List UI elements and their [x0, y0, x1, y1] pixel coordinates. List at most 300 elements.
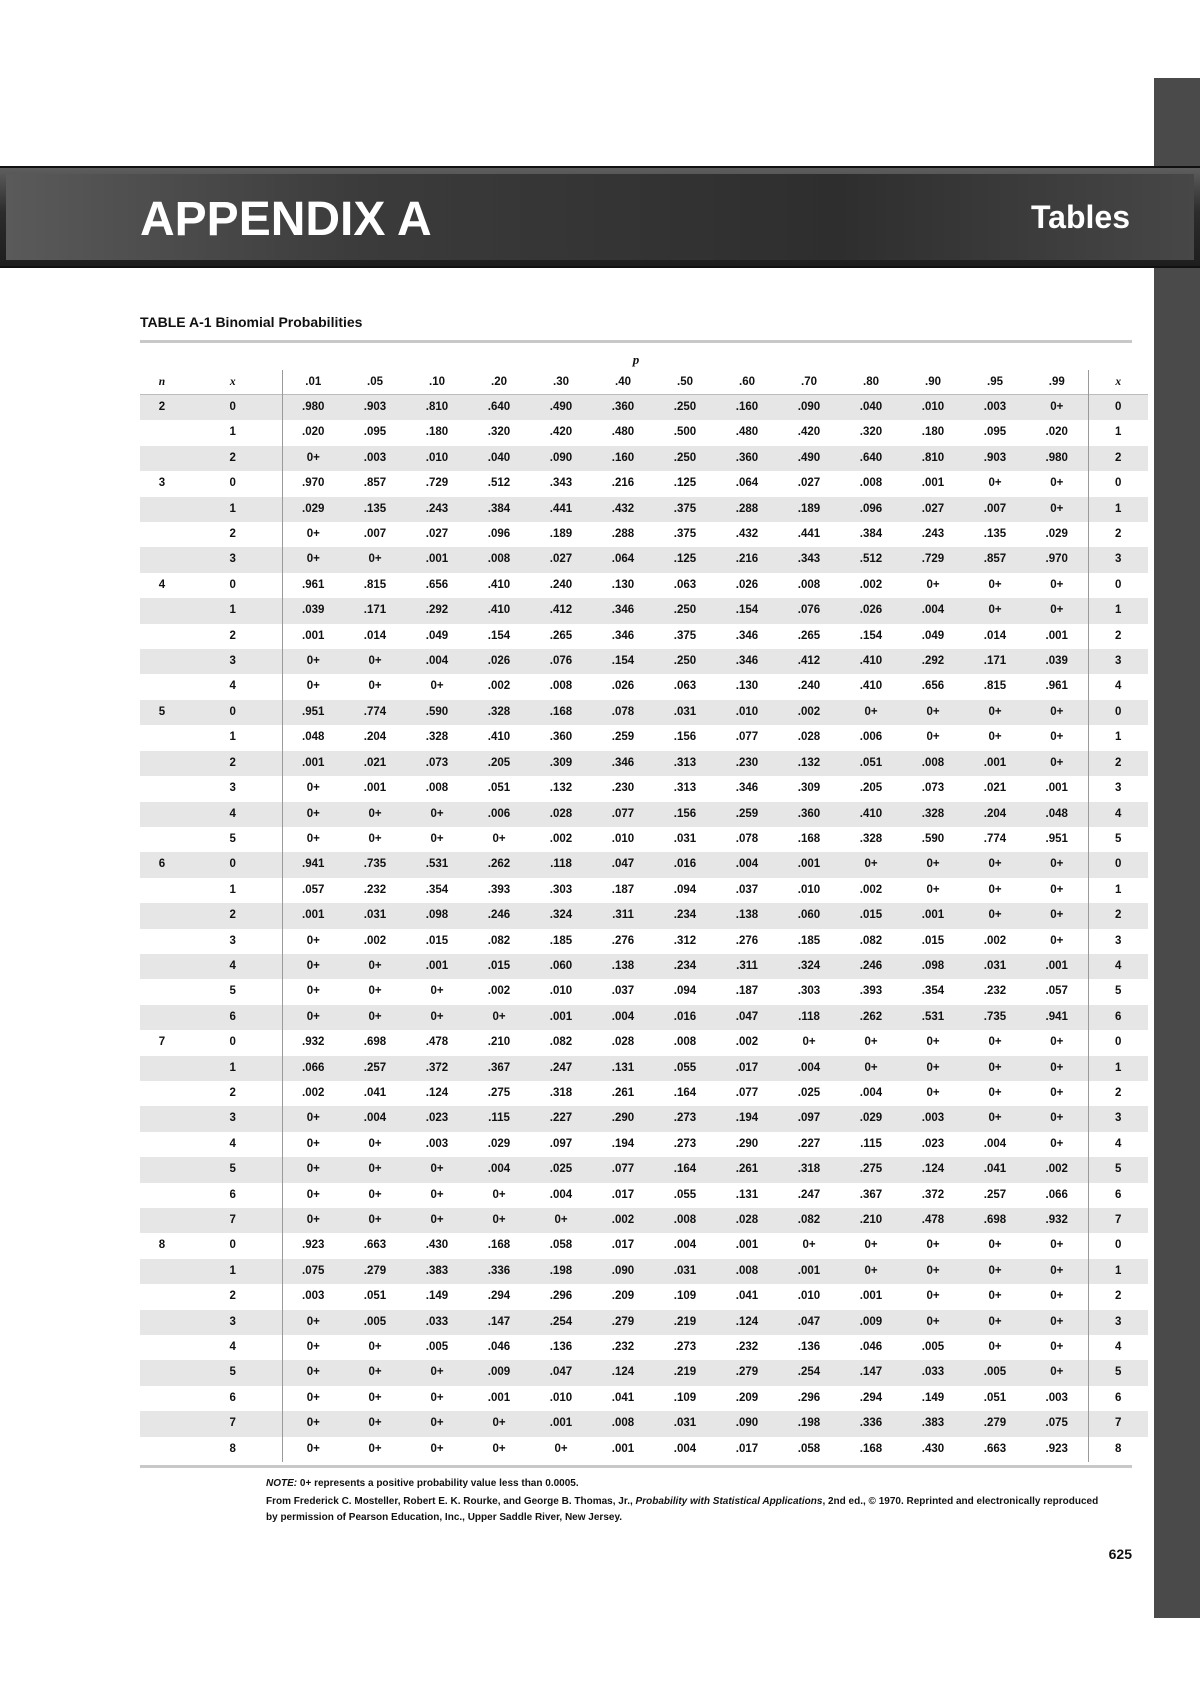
cell-probability: .001	[487, 1391, 511, 1404]
cell-probability: .051	[487, 782, 511, 795]
cell-probability: .015	[425, 934, 449, 947]
cell-probability: .001	[549, 1010, 573, 1023]
cell-probability: .432	[735, 528, 759, 541]
cell-probability: .047	[797, 1315, 821, 1328]
cell-probability: 0+	[430, 807, 444, 820]
table-row	[140, 802, 1148, 827]
cell-probability: .058	[549, 1239, 573, 1252]
cell-x: 3	[1088, 1310, 1148, 1335]
cell-probability: 0+	[988, 1341, 1002, 1354]
cell-probability: 0+	[282, 1132, 344, 1157]
cell-probability: .318	[797, 1163, 821, 1176]
cell-probability: .198	[797, 1417, 821, 1430]
cell-probability: .478	[921, 1214, 945, 1226]
cell-n	[140, 446, 184, 471]
cell-probability: .046	[859, 1341, 883, 1354]
cell-probability: .005	[983, 1366, 1007, 1379]
cell-n	[140, 1132, 184, 1157]
cell-n	[140, 1437, 184, 1462]
cell-probability: 0+	[368, 1163, 382, 1176]
cell-probability: .210	[859, 1214, 883, 1226]
cell-x: 4	[229, 1137, 236, 1150]
table-bottom-rule	[140, 1465, 1132, 1468]
cell-probability: 0+	[282, 954, 344, 979]
cell-x: 8	[1088, 1437, 1148, 1462]
cell-probability: .047	[611, 858, 635, 871]
cell-probability: .246	[859, 959, 883, 972]
cell-probability: .324	[797, 959, 821, 972]
cell-x: 2	[1088, 624, 1148, 649]
cell-probability: .001	[363, 782, 387, 795]
cell-probability: .017	[611, 1188, 635, 1201]
cell-probability: 0+	[1050, 1264, 1064, 1277]
cell-x: 5	[229, 1366, 236, 1379]
column-header-p: .80	[863, 376, 879, 388]
cell-probability: 0+	[430, 985, 444, 998]
cell-probability: .063	[673, 578, 697, 591]
cell-probability: 0+	[988, 1112, 1002, 1125]
cell-probability: .010	[735, 705, 759, 718]
table-row	[140, 598, 1148, 623]
cell-probability: .031	[673, 1417, 697, 1430]
cell-x: 7	[1088, 1411, 1148, 1436]
cell-probability: .095	[363, 426, 387, 439]
cell-probability: .055	[673, 1061, 697, 1074]
column-header-x: x	[1088, 370, 1148, 395]
cell-probability: .002	[797, 705, 821, 718]
cell-n	[140, 547, 184, 572]
cell-probability: 0+	[1050, 705, 1064, 718]
cell-probability: .185	[549, 934, 573, 947]
cell-probability: .001	[735, 1239, 759, 1252]
cell-probability: .073	[921, 782, 945, 795]
cell-probability: 0+	[802, 1036, 816, 1049]
cell-probability: 0+	[988, 883, 1002, 896]
cell-probability: .313	[673, 782, 697, 795]
cell-x: 4	[1088, 674, 1148, 699]
cell-probability: .136	[797, 1341, 821, 1354]
cell-probability: .008	[487, 553, 511, 566]
cell-probability: .265	[797, 629, 821, 642]
cell-probability: .774	[983, 832, 1007, 845]
cell-probability: 0+	[988, 1036, 1002, 1049]
cell-probability: .970	[282, 471, 344, 496]
cell-probability: .230	[735, 756, 759, 769]
cell-probability: .243	[921, 528, 945, 541]
cell-probability: .003	[1045, 1391, 1068, 1404]
cell-probability: .001	[282, 903, 344, 928]
cell-probability: .923	[1045, 1442, 1068, 1455]
cell-x: 4	[1088, 802, 1148, 827]
cell-probability: .008	[797, 578, 821, 591]
cell-probability: 0+	[988, 1239, 1002, 1252]
cell-probability: .154	[735, 604, 759, 617]
cell-n	[140, 776, 184, 801]
cell-probability: .001	[859, 1290, 883, 1303]
cell-probability: .005	[363, 1315, 387, 1328]
cell-x: 2	[1088, 751, 1148, 776]
cell-probability: 0+	[430, 1214, 444, 1226]
cell-probability: 0+	[988, 909, 1002, 922]
cell-probability: .154	[487, 629, 511, 642]
table-header	[140, 370, 1148, 395]
cell-probability: .132	[549, 782, 573, 795]
cell-x: 0	[229, 578, 236, 591]
cell-probability: .275	[859, 1163, 883, 1176]
cell-probability: .531	[425, 858, 449, 871]
cell-probability: .040	[859, 401, 883, 413]
cell-probability: .064	[735, 477, 759, 490]
cell-probability: .698	[363, 1036, 387, 1049]
cell-x: 2	[229, 909, 236, 922]
cell-probability: .951	[282, 700, 344, 725]
cell-probability: .290	[735, 1137, 759, 1150]
cell-probability: .001	[611, 1442, 635, 1455]
cell-probability: .279	[363, 1264, 387, 1277]
cell-n: 6	[158, 858, 166, 871]
cell-probability: .004	[611, 1010, 635, 1023]
cell-probability: .006	[487, 807, 511, 820]
cell-probability: .010	[425, 451, 449, 464]
cell-probability: .198	[549, 1264, 573, 1277]
cell-n	[140, 929, 184, 954]
cell-probability: .001	[282, 624, 344, 649]
cell-probability: 0+	[430, 1417, 444, 1430]
cell-probability: .156	[673, 807, 697, 820]
cell-probability: 0+	[368, 1010, 382, 1023]
cell-x: 1	[229, 731, 236, 744]
column-header-p: .30	[553, 376, 569, 388]
cell-probability: .663	[363, 1239, 387, 1252]
cell-probability: .078	[611, 705, 635, 718]
cell-probability: 0+	[1050, 401, 1064, 413]
cell-probability: .160	[735, 401, 759, 413]
cell-probability: .037	[735, 883, 759, 896]
cell-probability: .027	[921, 502, 945, 515]
table-row	[140, 827, 1148, 852]
cell-probability: 0+	[282, 1360, 344, 1385]
cell-probability: .075	[1045, 1417, 1068, 1430]
cell-probability: .531	[921, 1010, 945, 1023]
cell-probability: 0+	[1050, 731, 1064, 744]
cell-probability: 0+	[1050, 1137, 1064, 1150]
cell-probability: 0+	[988, 858, 1002, 871]
cell-probability: .735	[363, 858, 387, 871]
cell-probability: .980	[1045, 451, 1068, 464]
cell-n	[140, 1386, 184, 1411]
cell-probability: 0+	[430, 1188, 444, 1201]
cell-n	[140, 598, 184, 623]
cell-probability: 0+	[368, 1214, 382, 1226]
cell-probability: 0+	[1050, 1086, 1064, 1099]
cell-probability: .055	[673, 1188, 697, 1201]
cell-probability: .095	[983, 426, 1007, 439]
column-header-p: .60	[739, 376, 755, 388]
cell-n	[140, 1411, 184, 1436]
cell-n	[140, 725, 184, 750]
cell-probability: .384	[487, 502, 511, 515]
cell-probability: .002	[983, 934, 1007, 947]
cell-probability: .118	[798, 1010, 820, 1023]
cell-probability: 0+	[926, 731, 940, 744]
cell-probability: .015	[487, 959, 511, 972]
cell-probability: .276	[611, 934, 635, 947]
cell-probability: .064	[611, 553, 635, 566]
cell-probability: .096	[487, 528, 511, 541]
cell-n	[140, 1106, 184, 1131]
cell-probability: .031	[673, 705, 697, 718]
table-row	[140, 573, 1148, 598]
caption-rule	[140, 340, 1132, 343]
cell-x: 6	[1088, 1005, 1148, 1030]
cell-x: 0	[1088, 471, 1148, 496]
cell-probability: .014	[983, 629, 1007, 642]
cell-x: 2	[229, 1290, 236, 1303]
cell-x: 7	[229, 1417, 236, 1430]
cell-probability: .130	[735, 680, 759, 693]
cell-x: 5	[229, 832, 236, 845]
table-row	[140, 420, 1148, 445]
cell-x: 6	[1088, 1183, 1148, 1208]
cell-probability: .185	[797, 934, 821, 947]
cell-x: 4	[229, 680, 236, 693]
cell-probability: .020	[282, 420, 344, 445]
cell-probability: .002	[1045, 1163, 1068, 1176]
cell-probability: .077	[735, 1086, 759, 1099]
cell-x: 5	[1088, 979, 1148, 1004]
cell-probability: 0+	[368, 1417, 382, 1430]
cell-probability: .124	[921, 1163, 945, 1176]
cell-probability: 0+	[282, 776, 344, 801]
cell-probability: .027	[549, 553, 573, 566]
cell-n	[140, 827, 184, 852]
cell-probability: .049	[921, 629, 945, 642]
cell-probability: .066	[1045, 1188, 1068, 1201]
cell-probability: .028	[549, 807, 573, 820]
cell-probability: .003	[282, 1284, 344, 1309]
table-row	[140, 674, 1148, 699]
cell-probability: .656	[921, 680, 945, 693]
cell-x: 6	[229, 1391, 236, 1404]
cell-probability: 0+	[554, 1214, 568, 1226]
table-row	[140, 1386, 1148, 1411]
column-header-p: .70	[801, 376, 817, 388]
cell-probability: 0+	[1050, 1366, 1064, 1379]
cell-x: 2	[1088, 1081, 1148, 1106]
cell-x: 3	[229, 655, 236, 668]
cell-probability: .058	[797, 1442, 821, 1455]
table-row	[140, 497, 1148, 522]
table-row	[140, 624, 1148, 649]
table-row	[140, 1437, 1148, 1462]
cell-probability: .275	[487, 1086, 511, 1099]
cell-probability: 0+	[368, 832, 382, 845]
cell-probability: .147	[487, 1315, 511, 1328]
cell-probability: .279	[735, 1366, 759, 1379]
cell-probability: .343	[549, 477, 573, 490]
table-body	[140, 395, 1148, 1463]
cell-probability: .273	[673, 1137, 697, 1150]
cell-probability: .029	[1045, 528, 1068, 541]
cell-probability: 0+	[492, 1442, 506, 1455]
table-note	[266, 1476, 1106, 1492]
cell-probability: 0+	[430, 1366, 444, 1379]
cell-probability: .048	[1045, 807, 1068, 820]
cell-x: 1	[229, 1061, 236, 1074]
cell-probability: .001	[983, 756, 1007, 769]
cell-x: 4	[1088, 954, 1148, 979]
cell-x: 6	[1088, 1386, 1148, 1411]
cell-probability: .138	[611, 959, 635, 972]
cell-probability: 0+	[282, 547, 344, 572]
cell-probability: .354	[425, 883, 449, 896]
cell-probability: .240	[549, 578, 573, 591]
cell-n	[140, 751, 184, 776]
cell-probability: 0+	[988, 1315, 1002, 1328]
cell-probability: .288	[611, 528, 635, 541]
cell-probability: .265	[549, 629, 573, 642]
cell-probability: .243	[425, 502, 449, 515]
cell-probability: .309	[797, 782, 821, 795]
cell-x: 2	[1088, 903, 1148, 928]
cell-probability: .168	[797, 832, 821, 845]
cell-probability: .257	[363, 1061, 387, 1074]
cell-probability: .090	[735, 1417, 759, 1430]
cell-probability: .135	[363, 502, 387, 515]
cell-probability: .410	[487, 578, 511, 591]
cell-probability: .041	[363, 1086, 387, 1099]
cell-probability: 0+	[282, 1106, 344, 1131]
cell-probability: 0+	[1050, 1315, 1064, 1328]
cell-probability: .230	[611, 782, 635, 795]
cell-x: 8	[229, 1442, 236, 1455]
cell-x: 0	[1088, 573, 1148, 598]
cell-probability: .082	[859, 934, 883, 947]
cell-probability: .124	[425, 1086, 449, 1099]
cell-probability: .007	[363, 528, 387, 541]
cell-probability: .328	[487, 705, 511, 718]
cell-probability: .004	[735, 858, 759, 871]
cell-probability: .016	[673, 858, 697, 871]
cell-probability: .005	[425, 1341, 449, 1354]
cell-probability: .311	[736, 959, 758, 972]
cell-probability: .219	[673, 1366, 697, 1379]
cell-probability: .090	[797, 401, 821, 413]
cell-probability: 0+	[926, 705, 940, 718]
cell-probability: .131	[611, 1061, 635, 1074]
table-row	[140, 1056, 1148, 1081]
cell-probability: .735	[983, 1010, 1007, 1023]
cell-probability: .008	[859, 477, 883, 490]
cell-probability: 0+	[988, 477, 1002, 490]
cell-x: 2	[229, 756, 236, 769]
cell-probability: .026	[611, 680, 635, 693]
cell-probability: .021	[363, 756, 387, 769]
cell-probability: .354	[921, 985, 945, 998]
cell-x: 1	[1088, 725, 1148, 750]
cell-probability: .031	[673, 832, 697, 845]
cell-probability: .017	[611, 1239, 635, 1252]
cell-n	[140, 1310, 184, 1335]
cell-probability: 0+	[926, 1315, 940, 1328]
cell-probability: .346	[735, 782, 759, 795]
table-row	[140, 1310, 1148, 1335]
cell-x: 4	[1088, 1132, 1148, 1157]
cell-probability: .028	[735, 1214, 759, 1226]
cell-probability: .441	[797, 528, 821, 541]
cell-probability: 0+	[988, 1086, 1002, 1099]
cell-probability: 0+	[864, 858, 878, 871]
cell-probability: .014	[363, 629, 387, 642]
cell-probability: .109	[673, 1290, 697, 1303]
cell-probability: .372	[921, 1188, 945, 1201]
cell-probability: 0+	[492, 1417, 506, 1430]
cell-probability: .247	[797, 1188, 821, 1201]
cell-probability: .656	[425, 578, 449, 591]
cell-probability: .094	[673, 883, 697, 896]
table-row	[140, 649, 1148, 674]
cell-x: 3	[229, 934, 236, 947]
cell-x: 2	[1088, 522, 1148, 547]
cell-n: 3	[158, 477, 166, 490]
cell-probability: .346	[611, 629, 635, 642]
cell-probability: .131	[735, 1188, 759, 1201]
cell-probability: .001	[425, 553, 449, 566]
cell-probability: .393	[487, 883, 511, 896]
cell-probability: 0+	[926, 1290, 940, 1303]
cell-probability: .227	[797, 1137, 821, 1150]
table-row	[140, 1030, 1148, 1055]
cell-probability: .001	[1045, 782, 1068, 795]
cell-probability: 0+	[282, 1411, 344, 1436]
cell-probability: .098	[425, 909, 449, 922]
cell-probability: .008	[921, 756, 945, 769]
cell-x: 0	[1088, 1030, 1148, 1055]
cell-probability: .360	[611, 401, 635, 413]
cell-probability: .219	[673, 1315, 697, 1328]
binomial-probabilities-table	[140, 370, 1148, 1462]
cell-probability: .003	[363, 451, 387, 464]
table-header-row	[140, 370, 1148, 395]
cell-probability: .006	[859, 731, 883, 744]
cell-x: 2	[229, 528, 236, 541]
cell-probability: .060	[797, 909, 821, 922]
cell-probability: 0+	[430, 1391, 444, 1404]
cell-x: 0	[1088, 395, 1148, 421]
cell-probability: .420	[797, 426, 821, 439]
cell-probability: .932	[282, 1030, 344, 1055]
cell-probability: .970	[1045, 553, 1068, 566]
cell-probability: .097	[797, 1112, 821, 1125]
cell-probability: .010	[797, 883, 821, 896]
source-suffix: , 2nd ed., © 1970. Reprinted and electronically reproduced by permission of Pearson Education, Inc., Upper Saddle River, New Jersey.	[266, 1496, 1099, 1523]
cell-probability: .033	[921, 1366, 945, 1379]
cell-probability: .057	[282, 878, 344, 903]
table-row	[140, 1360, 1148, 1385]
cell-probability: .490	[549, 401, 573, 413]
cell-probability: .292	[921, 655, 945, 668]
cell-probability: .154	[859, 629, 883, 642]
cell-probability: .096	[859, 502, 883, 515]
cell-probability: .028	[797, 731, 821, 744]
cell-probability: 0+	[282, 1183, 344, 1208]
cell-probability: .360	[797, 807, 821, 820]
cell-probability: 0+	[492, 1010, 506, 1023]
cell-n	[140, 1056, 184, 1081]
cell-probability: .180	[425, 426, 449, 439]
cell-probability: .412	[549, 604, 573, 617]
cell-probability: .001	[921, 909, 945, 922]
